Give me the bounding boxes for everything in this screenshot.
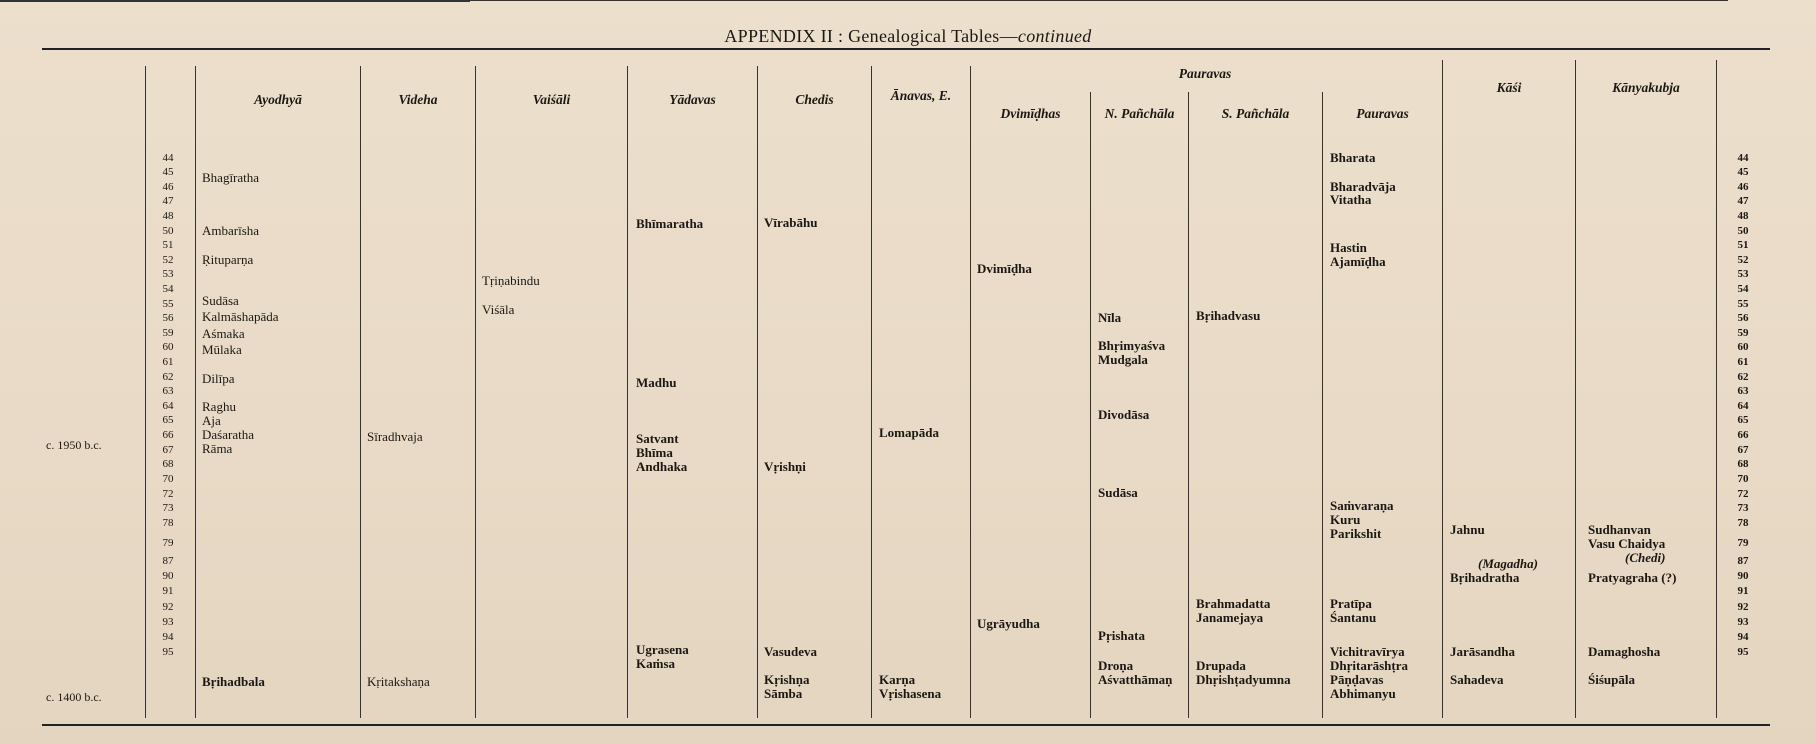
cell-kasi: (Magadha)	[1478, 556, 1538, 571]
cell-spanchala: Janamejaya	[1196, 610, 1264, 625]
generation-number: 79	[1737, 537, 1749, 550]
cell-yadavas: Kaṁsa	[636, 656, 675, 671]
cell-spanchala: Bṛihadvasu	[1196, 308, 1261, 323]
header-videha: Videha	[398, 92, 438, 107]
generation-number: 52	[1737, 254, 1749, 267]
col-divider	[970, 66, 971, 718]
cell-kasi: Jarāsandha	[1450, 644, 1516, 659]
generation-number: 66	[162, 429, 174, 442]
header-yadavas: Yādavas	[669, 92, 716, 107]
cell-ayodhya: Kalmāshapāda	[202, 309, 279, 324]
cell-dvimidhas: Dvimīḍha	[977, 261, 1032, 276]
col-divider	[360, 66, 361, 718]
generation-number: 51	[162, 239, 174, 251]
generation-number: 91	[162, 584, 174, 597]
generation-number: 51	[1737, 239, 1749, 251]
header-vaisali: Vaiśāli	[532, 92, 571, 107]
cell-videha: Sīradhvaja	[367, 429, 423, 444]
cell-vaisali: Tṛiṇabindu	[482, 273, 540, 288]
cell-kanyakubja: Sudhanvan	[1588, 522, 1651, 537]
generation-number: 56	[162, 312, 174, 325]
generation-number: 79	[162, 537, 174, 550]
generation-number: 95	[162, 646, 174, 659]
generation-number: 53	[162, 268, 174, 280]
header-pauravas-group: Pauravas	[1178, 66, 1232, 81]
col-divider	[195, 66, 196, 718]
generation-number: 48	[1737, 210, 1749, 222]
generation-number: 87	[162, 554, 174, 567]
cell-spanchala: Brahmadatta	[1196, 596, 1271, 611]
cell-pauravas: Dhṛitarāshṭra	[1330, 658, 1408, 673]
generation-number: 55	[1737, 298, 1749, 311]
cell-pauravas: Pāṇḍavas	[1330, 672, 1384, 687]
header-kasi: Kāśi	[1496, 80, 1522, 95]
generation-number: 60	[1737, 341, 1749, 354]
generation-number: 72	[162, 488, 174, 501]
cell-ayodhya: Bhagīratha	[202, 170, 260, 185]
generation-number: 73	[162, 502, 174, 515]
generation-number: 94	[1737, 631, 1749, 644]
header-pauravas: Pauravas	[1356, 106, 1409, 121]
cell-kasi: Bṛihadratha	[1450, 570, 1520, 585]
generation-number: 64	[1737, 400, 1749, 413]
cell-ayodhya: Bṛihadbala	[202, 674, 265, 689]
cell-npanchala: Bhṛimyaśva	[1098, 338, 1166, 353]
generation-number: 60	[162, 341, 174, 354]
header-chedis: Chedis	[795, 92, 834, 107]
cell-videha: Kṛitakshaṇa	[367, 674, 430, 689]
col-divider	[475, 66, 476, 718]
col-divider	[627, 66, 628, 718]
generation-number: 62	[1737, 371, 1749, 384]
generation-number: 67	[162, 444, 174, 457]
generation-number: 63	[162, 385, 174, 398]
cell-pauravas: Parikshit	[1330, 526, 1382, 541]
cell-anavas: Lomapāda	[879, 425, 939, 440]
cell-pauravas: Vichitravīrya	[1330, 644, 1405, 659]
col-divider	[1442, 60, 1443, 718]
generation-number: 55	[162, 298, 174, 311]
cell-chedis: Vṛishṇi	[764, 459, 806, 474]
header-kanyakubja: Kānyakubja	[1612, 80, 1680, 95]
cell-ayodhya: Aja	[202, 413, 221, 428]
generation-number: 90	[1737, 569, 1749, 582]
generation-number: 52	[162, 254, 174, 267]
cell-ayodhya: Daśaratha	[202, 427, 254, 442]
generation-number: 59	[162, 327, 174, 340]
cell-kasi: Jahnu	[1450, 522, 1485, 537]
cell-anavas: Karṇa	[879, 672, 916, 687]
generation-number: 65	[1737, 414, 1749, 427]
cell-ayodhya: Sudāsa	[202, 293, 239, 308]
cell-pauravas: Hastin	[1330, 240, 1367, 255]
cell-pauravas: Bharata	[1330, 150, 1376, 165]
header-anavas: Ānavas, E.	[890, 88, 952, 103]
col-divider	[1716, 60, 1717, 718]
generation-number: 67	[1737, 444, 1749, 457]
col-divider	[1188, 92, 1189, 718]
generation-number: 54	[1737, 283, 1749, 296]
header-spanchala: S. Pañchāla	[1221, 106, 1290, 121]
generation-number: 59	[1737, 327, 1749, 340]
generation-number: 87	[1737, 554, 1749, 567]
col-divider	[1575, 60, 1576, 718]
cell-chedis: Vīrabāhu	[764, 215, 818, 230]
generation-number: 68	[162, 458, 174, 471]
cell-yadavas: Satvant	[636, 431, 679, 446]
generation-number: 45	[1737, 165, 1749, 178]
cell-kanyakubja: Vasu Chaidya	[1588, 536, 1666, 551]
cell-yadavas: Andhaka	[636, 459, 688, 474]
generation-number: 78	[1737, 517, 1749, 530]
cell-npanchala: Nīla	[1098, 310, 1122, 325]
cell-kanyakubja: Pratyagraha (?)	[1588, 570, 1677, 585]
cell-ayodhya: Mūlaka	[202, 342, 242, 357]
pauravas-group-rule	[0, 1, 470, 2]
cell-chedis: Kṛishṇa	[764, 672, 810, 687]
generation-number: 61	[162, 356, 174, 369]
header-ayodhya: Ayodhyā	[254, 92, 302, 107]
generation-number: 48	[162, 210, 174, 222]
date-label: c. 1400 b.c.	[46, 690, 102, 704]
generation-number: 66	[1737, 429, 1749, 442]
generation-number: 50	[1737, 225, 1749, 238]
cell-spanchala: Drupada	[1196, 658, 1246, 673]
generation-number: 44	[1737, 152, 1749, 164]
generation-number: 70	[162, 473, 174, 486]
generation-number: 56	[1737, 312, 1749, 325]
col-divider	[145, 66, 146, 718]
generation-number: 44	[162, 152, 174, 164]
page-title	[0, 26, 1816, 47]
cell-npanchala: Divodāsa	[1098, 407, 1150, 422]
generation-number: 72	[1737, 488, 1749, 501]
title-text: APPENDIX II : Genealogical Tables—	[724, 26, 1018, 46]
title-continued: continued	[1017, 26, 1092, 46]
cell-pauravas: Kuru	[1330, 512, 1361, 527]
cell-pauravas: Abhimanyu	[1330, 686, 1396, 701]
generation-number: 64	[162, 400, 174, 413]
cell-npanchala: Droṇa	[1098, 658, 1134, 673]
generation-number: 70	[1737, 473, 1749, 486]
generation-number: 47	[1737, 194, 1749, 207]
cell-ayodhya: Rāma	[202, 441, 233, 456]
cell-pauravas: Śantanu	[1330, 610, 1377, 625]
cell-ayodhya: Ṛituparṇa	[202, 252, 254, 267]
cell-kanyakubja: Damaghosha	[1588, 644, 1661, 659]
cell-yadavas: Madhu	[636, 375, 677, 390]
generation-number: 50	[162, 225, 174, 238]
cell-ayodhya: Dilīpa	[202, 371, 235, 386]
cell-pauravas: Vitatha	[1330, 192, 1372, 207]
generation-number: 68	[1737, 458, 1749, 471]
cell-pauravas: Pratīpa	[1330, 596, 1372, 611]
cell-pauravas: Saṁvaraṇa	[1330, 498, 1394, 513]
cell-npanchala: Pṛishata	[1098, 628, 1145, 643]
cell-yadavas: Bhīma	[636, 445, 673, 460]
generation-number: 91	[1737, 584, 1749, 597]
bottom-rule	[42, 724, 1770, 726]
cell-pauravas: Bharadvāja	[1330, 179, 1396, 194]
cell-yadavas: Ugrasena	[636, 642, 689, 657]
cell-ayodhya: Ambarīsha	[202, 223, 260, 238]
generation-number: 65	[162, 414, 174, 427]
generation-number: 93	[162, 616, 174, 628]
header-dvimidhas: Dvimīḍhas	[1000, 106, 1061, 121]
date-label: c. 1950 b.c.	[46, 438, 102, 452]
col-divider	[1090, 92, 1091, 718]
top-rule	[42, 48, 1770, 50]
generation-number: 46	[162, 181, 174, 193]
generation-number: 53	[1737, 268, 1749, 280]
cell-vaisali: Viśāla	[482, 302, 515, 317]
cell-npanchala: Mudgala	[1098, 352, 1148, 367]
cell-npanchala: Aśvatthāmaṇ	[1098, 672, 1173, 687]
cell-dvimidhas: Ugrāyudha	[977, 616, 1040, 631]
generation-number: 95	[1737, 646, 1749, 659]
cell-npanchala: Sudāsa	[1098, 485, 1138, 500]
cell-yadavas: Bhīmaratha	[636, 216, 704, 231]
generation-number: 47	[162, 194, 174, 207]
col-divider	[757, 66, 758, 718]
generation-number: 90	[162, 569, 174, 582]
cell-ayodhya: Aśmaka	[202, 326, 245, 341]
generation-number: 92	[162, 600, 174, 613]
generation-number: 78	[162, 517, 174, 530]
cell-chedis: Vasudeva	[764, 644, 817, 659]
generation-number: 54	[162, 283, 174, 296]
header-npanchala: N. Pañchāla	[1104, 106, 1175, 121]
generation-number: 93	[1737, 616, 1749, 628]
cell-chedis: Sāmba	[764, 686, 803, 701]
cell-ayodhya: Raghu	[202, 399, 236, 414]
generation-number: 45	[162, 165, 174, 178]
cell-kasi: Sahadeva	[1450, 672, 1504, 687]
cell-pauravas: Ajamīḍha	[1330, 254, 1386, 269]
col-divider	[1322, 92, 1323, 718]
col-divider	[871, 66, 872, 718]
generation-number: 62	[162, 371, 174, 384]
cell-spanchala: Dhṛishṭadyumna	[1196, 672, 1291, 687]
generation-number: 94	[162, 631, 174, 644]
generation-number: 63	[1737, 385, 1749, 398]
generation-number: 92	[1737, 600, 1749, 613]
generation-number: 73	[1737, 502, 1749, 515]
generation-number: 61	[1737, 356, 1749, 369]
cell-kanyakubja: Śiśupāla	[1588, 672, 1635, 687]
cell-anavas: Vṛishasena	[879, 686, 942, 701]
generation-number: 46	[1737, 181, 1749, 193]
cell-kanyakubja: (Chedi)	[1625, 550, 1666, 565]
